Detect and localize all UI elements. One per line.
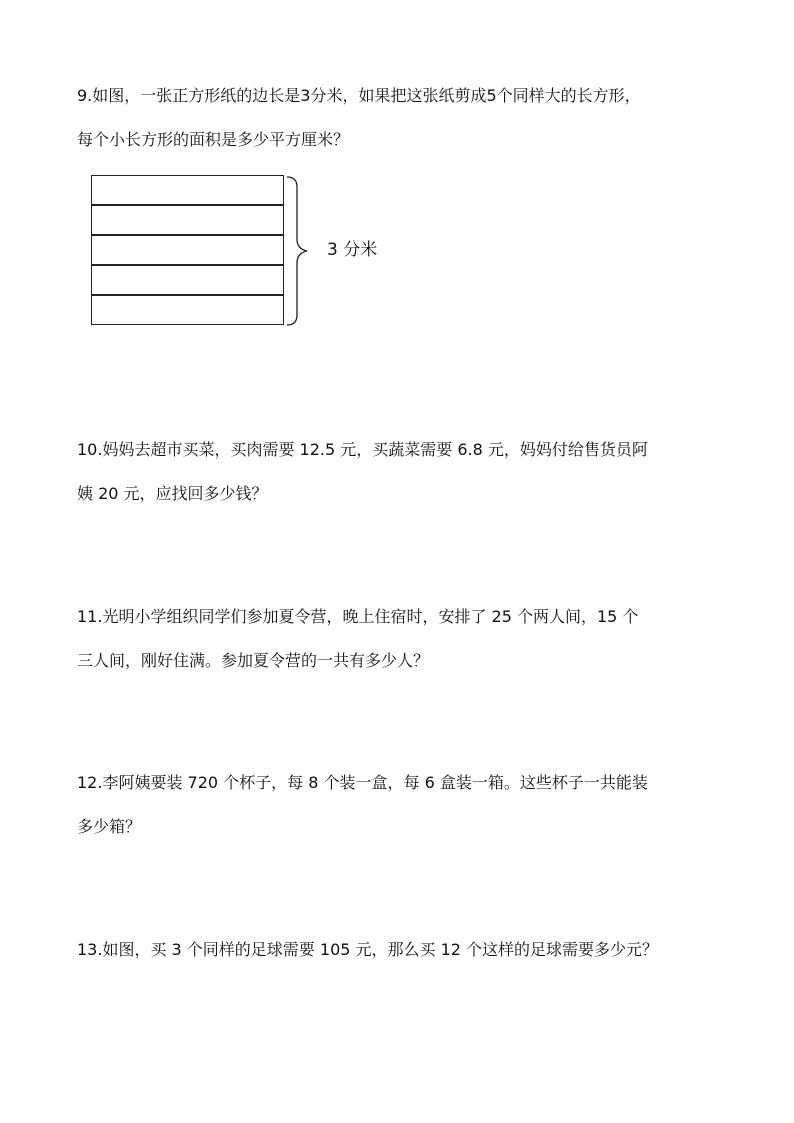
question-12-line-2: 多少箱？ bbox=[77, 817, 142, 836]
question-13-line-1: 13.如图，买 3 个同样的足球需要 105 元，那么买 12 个这样的足球需要多少元？ bbox=[77, 940, 659, 959]
right-brace-icon bbox=[285, 175, 315, 327]
side-length-label: 3 分米 bbox=[327, 240, 378, 260]
question-10-line-2: 姨 20 元，应找回多少钱？ bbox=[77, 484, 268, 503]
rectangle-strip-3 bbox=[91, 235, 284, 265]
rectangle-strip-2 bbox=[91, 205, 284, 235]
question-10-line-1: 10.妈妈去超市买菜，买肉需要 12.5 元，买蔬菜需要 6.8 元，妈妈付给售货员阿 bbox=[77, 440, 648, 459]
question-9-line-1: 9.如图，一张正方形纸的边长是3分米，如果把这张纸剪成5个同样大的长方形， bbox=[77, 86, 641, 105]
question-9-line-2: 每个小长方形的面积是多少平方厘米？ bbox=[77, 130, 350, 149]
question-12-line-1: 12.李阿姨要装 720 个杯子，每 8 个装一盒，每 6 盒装一箱。这些杯子一共能装 bbox=[77, 773, 648, 792]
question-11-line-2: 三人间，刚好住满。参加夏令营的一共有多少人？ bbox=[77, 651, 430, 670]
rectangle-strip-4 bbox=[91, 265, 284, 295]
question-11-line-1: 11.光明小学组织同学们参加夏令营，晚上住宿时，安排了 25 个两人间，15 个 bbox=[77, 607, 639, 626]
rectangle-strip-5 bbox=[91, 295, 284, 325]
rectangle-strip-1 bbox=[91, 175, 284, 205]
square-paper-figure bbox=[91, 175, 286, 328]
